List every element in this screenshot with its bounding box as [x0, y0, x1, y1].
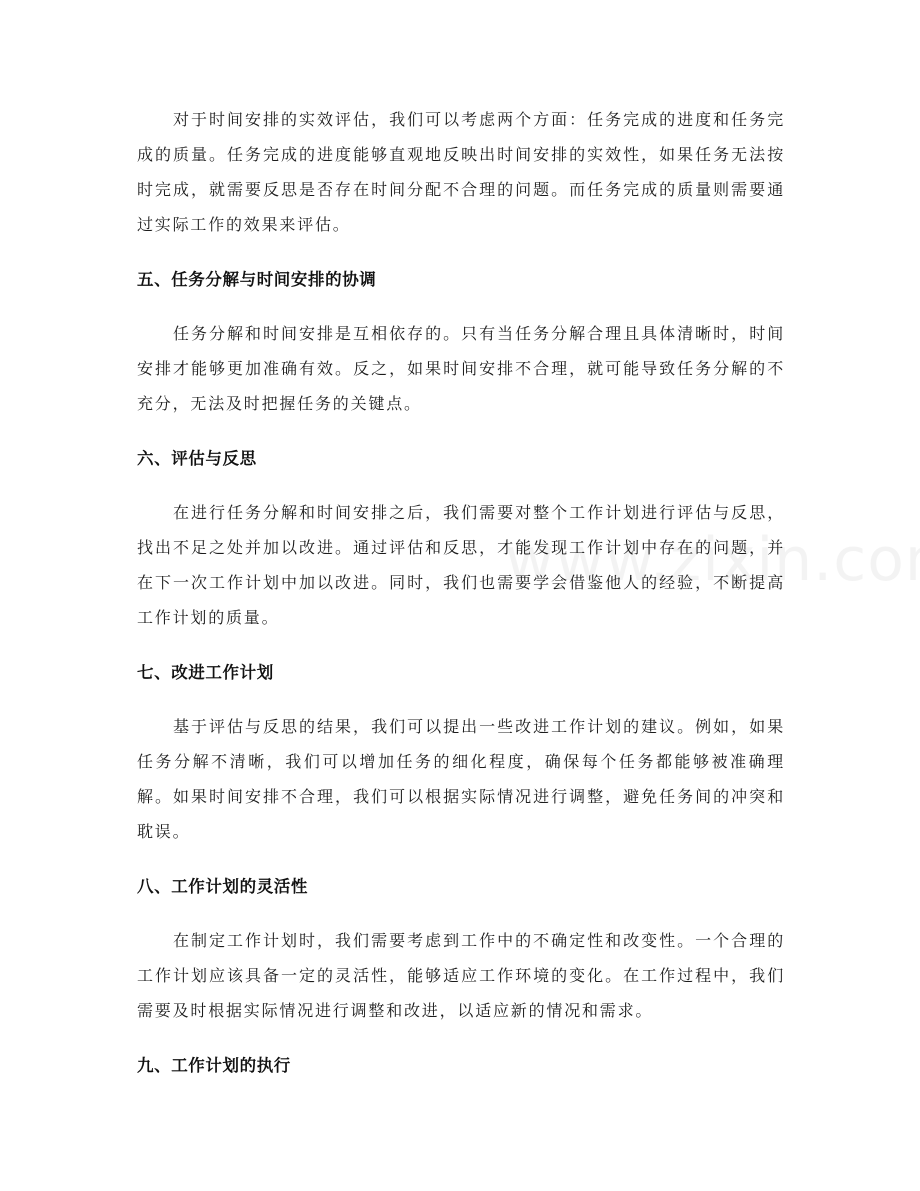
section-paragraph-5: 任务分解和时间安排是互相依存的。只有当任务分解合理且具体清晰时，时间安排才能够更加准确有效。反之，如果时间安排不合理，就可能导致任务分解的不充分，无法及时把握任务的关键点。 — [137, 324, 785, 413]
section-paragraph-8: 在制定工作计划时，我们需要考虑到工作中的不确定性和改变性。一个合理的工作计划应该具备一定的灵活性，能够适应工作环境的变化。在工作过程中，我们需要及时根据实际情况进行调整和改进，以适应新的情况和需求。 — [137, 931, 785, 1020]
section-heading-7: 七、改进工作计划 — [137, 663, 274, 682]
section-heading-5: 五、任务分解与时间安排的协调 — [137, 270, 377, 289]
intro-paragraph: 对于时间安排的实效评估，我们可以考虑两个方面：任务完成的进度和任务完成的质量。任务完成的进度能够直观地反映出时间安排的实效性，如果任务无法按时完成，就需要反思是否存在时间分配不合理的问题。而任务完成的质量则需要通过实际工作的效果来评估。 — [137, 110, 785, 234]
section-paragraph-6: 在进行任务分解和时间安排之后，我们需要对整个工作计划进行评估与反思，找出不足之处并加以改进。通过评估和反思，才能发现工作计划中存在的问题，并在下一次工作计划中加以改进。同时，我们也需要学会借鉴他人的经验，不断提高工作计划的质量。 — [137, 503, 785, 627]
section-paragraph-7: 基于评估与反思的结果，我们可以提出一些改进工作计划的建议。例如，如果任务分解不清晰，我们可以增加任务的细化程度，确保每个任务都能够被准确理解。如果时间安排不合理，我们可以根据实际情况进行调整，避免任务间的冲突和耽误。 — [137, 717, 785, 841]
section-heading-6: 六、评估与反思 — [137, 449, 257, 468]
section-heading-9: 九、工作计划的执行 — [137, 1056, 291, 1075]
document-body — [137, 102, 785, 1083]
section-heading-8: 八、工作计划的灵活性 — [137, 877, 308, 896]
